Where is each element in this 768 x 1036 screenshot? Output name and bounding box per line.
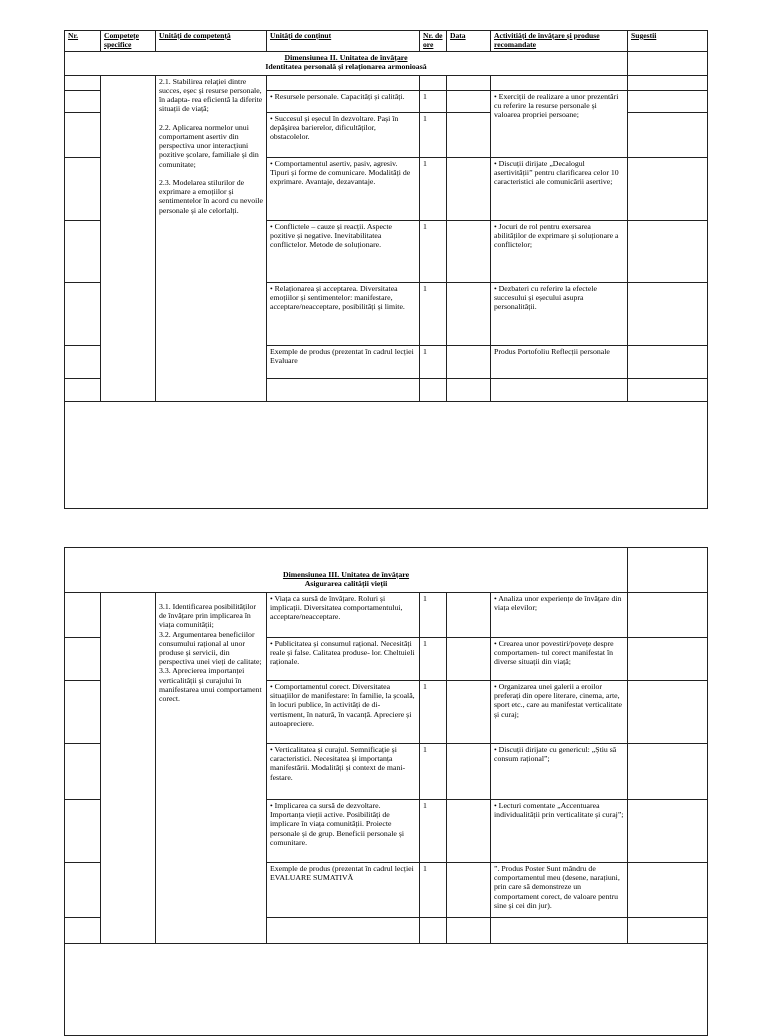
dimension-row: [65, 548, 708, 593]
table-row: [65, 401, 708, 508]
content-cell: • Conflictele – cauze și reacții. Aspecte pozitive și negative. Inevitabilitatea conflictelor. Metode de soluționare.: [267, 220, 420, 282]
header-suggestions: Sugestii: [628, 31, 708, 52]
hours-cell: 1: [420, 112, 447, 157]
activity-cell: • Organizarea unei galerii a eroilor preferați din opere literare, cinema, arte, sport etc., care au manifestat verticalitate și curaj;: [491, 681, 628, 744]
hours-cell: 1: [420, 863, 447, 918]
activity-cell: Produs Portofoliu Reflecții personale: [491, 345, 628, 378]
content-cell: • Publicitatea și consumul rațional. Necesități reale și false. Calitatea produse- lor. Cheltuieli raționale.: [267, 638, 420, 681]
activity-cell: • Lecturi comentate „Accentuarea individualității prin verticalitate și curaj”;: [491, 800, 628, 863]
activity-cell: • Crearea unor povestiri/povețe despre comportamen- tul corect manifestat în diverse situații din viață;: [491, 638, 628, 681]
content-cell: • Resursele personale. Capacități și calități.: [267, 90, 420, 112]
header-activities: Activitiăți de învățare și produse recomandate: [491, 31, 628, 52]
specific-competences-cell: [101, 593, 156, 944]
hours-cell: 1: [420, 282, 447, 345]
competence-units-text: 3.1. Identificarea posibilităților de învățare prin implicarea în viața comunității; 3.2. Argumentarea beneficiilor consumului rațional al unor produse și servicii, din perspectiva unei vieți de calitate; 3.3. Aprecierea importanței verticalității și curajului în manifestarea unui comportament corect.: [159, 602, 262, 703]
suggestions-cell: [628, 548, 708, 593]
notes-cell: [65, 401, 708, 508]
table-row: [65, 944, 708, 1036]
hours-cell: 1: [420, 90, 447, 112]
activity-cell: ”. Produs Poster Sunt mândru de comportamentul meu (desene, narațiuni, prin care să demonstreze un comportament corect, de valoare pentru sine și cei din jur).: [491, 863, 628, 918]
specific-competences-cell: [101, 75, 156, 401]
competence-units-cell: [156, 593, 267, 944]
header-competence-units: Unităţi de competenţă: [156, 31, 267, 52]
activity-cell: • Analiza unor experiențe de învățare din viața elevilor;: [491, 593, 628, 638]
dimension-subtitle: Identitatea personală și relaționarea armonioasă: [265, 62, 427, 72]
content-cell: • Succesul și eșecul în dezvoltare. Pași în depășirea barierelor, dificultăților, obstacolelor.: [267, 112, 420, 157]
dimension-subtitle: Asigurarea calității vieții: [304, 578, 388, 588]
notes-cell: [65, 944, 708, 1036]
header-date: Data: [447, 31, 491, 52]
header-nr: Nr.: [65, 31, 101, 52]
hours-cell: 1: [420, 593, 447, 638]
hours-cell: 1: [420, 345, 447, 378]
activity-cell: • Discuții dirijate cu genericul: „Știu să consum rațional”;: [491, 744, 628, 800]
competence-units-text: 2.1. Stabilirea relaţiei dintre succes, eșec și resurse personale, în adapta- rea eficientă la diferite situații de viață; 2.2. Aplicarea normelor unui comportament asertiv din perspectiva unor interacțiuni pozitive școlare, familiale și din comunitate; 2.3. Modelarea stilurilor de exprimare a emoțiilor și sentimentelor în acord cu nevoile personale și ale celorlalți.: [159, 76, 263, 215]
dimension-2-table: [64, 30, 708, 509]
activity-cell: • Dezbateri cu referire la efectele succesului și eșecului asupra personalității.: [491, 282, 628, 345]
content-cell: • Comportamentul asertiv, pasiv, agresiv. Tipuri și forme de comunicare. Modalități de exprimare. Avantaje, dezavantaje.: [267, 157, 420, 220]
table-header-row: [65, 31, 708, 52]
dimension-row: [65, 51, 708, 75]
dimension-title: Dimensiunea II. Unitatea de învățare: [284, 52, 408, 62]
content-cell: • Viața ca sursă de învățare. Roluri și implicații. Diversitatea comportamentului, acceptare/neacceptare.: [267, 593, 420, 638]
header-hours: Nr. de ore: [420, 31, 447, 52]
dimension-3-table: [64, 547, 708, 1036]
hours-cell: 1: [420, 220, 447, 282]
hours-cell: 1: [420, 744, 447, 800]
dimension-heading: [65, 548, 628, 593]
suggestions-cell: [628, 51, 708, 75]
hours-cell: 1: [420, 638, 447, 681]
table-row: [65, 75, 708, 90]
header-specific-competences: Competețe specifice: [101, 31, 156, 52]
content-cell: • Implicarea ca sursă de dezvoltare. Importanța vieții active. Posibilități de implicare în viața comunității. Proiecte personale și de grup. Beneficii personale și comunitare.: [267, 800, 420, 863]
hours-cell: 1: [420, 800, 447, 863]
content-cell: • Verticalitatea și curajul. Semnificație și caracteristici. Necesitatea și importanța manifestării. Modalități și context de mani- festare.: [267, 744, 420, 800]
dimension-title: Dimensiunea III. Unitatea de învățare: [282, 569, 410, 579]
header-content-units: Unităţi de conținut: [267, 31, 420, 52]
activity-cell: • Jocuri de rol pentru exersarea abilităților de exprimare și soluționare a conflictelor;: [491, 220, 628, 282]
competence-units-cell: [156, 75, 267, 401]
table-row: [65, 593, 708, 638]
dimension-heading: [65, 51, 628, 75]
hours-cell: 1: [420, 157, 447, 220]
content-cell: • Relaționarea și acceptarea. Diversitatea emoțiilor și sentimentelor: manifestare, acceptare/neacceptare, posibilități și limite.: [267, 282, 420, 345]
activity-cell: • Discuții dirijate „Decalogul asertivității” pentru clarificarea celor 10 caracteristici ale comunicării asertive;: [491, 157, 628, 220]
content-cell: Exemple de produs (prezentat în cadrul lecției Evaluare: [267, 345, 420, 378]
hours-cell: 1: [420, 681, 447, 744]
content-cell: • Comportamentul corect. Diversitatea situațiilor de manifestare: în familie, la școală, în locuri publice, în activități de di- vertisment, în natură, în vacanță. Apreciere și autoapreciere.: [267, 681, 420, 744]
activity-cell: • Exerciții de realizare a unor prezentări cu referire la resurse personale și valoarea propriei persoane;: [491, 90, 628, 157]
content-cell: Exemple de produs (prezentat în cadrul lecției EVALUARE SUMATIVĂ: [267, 863, 420, 918]
